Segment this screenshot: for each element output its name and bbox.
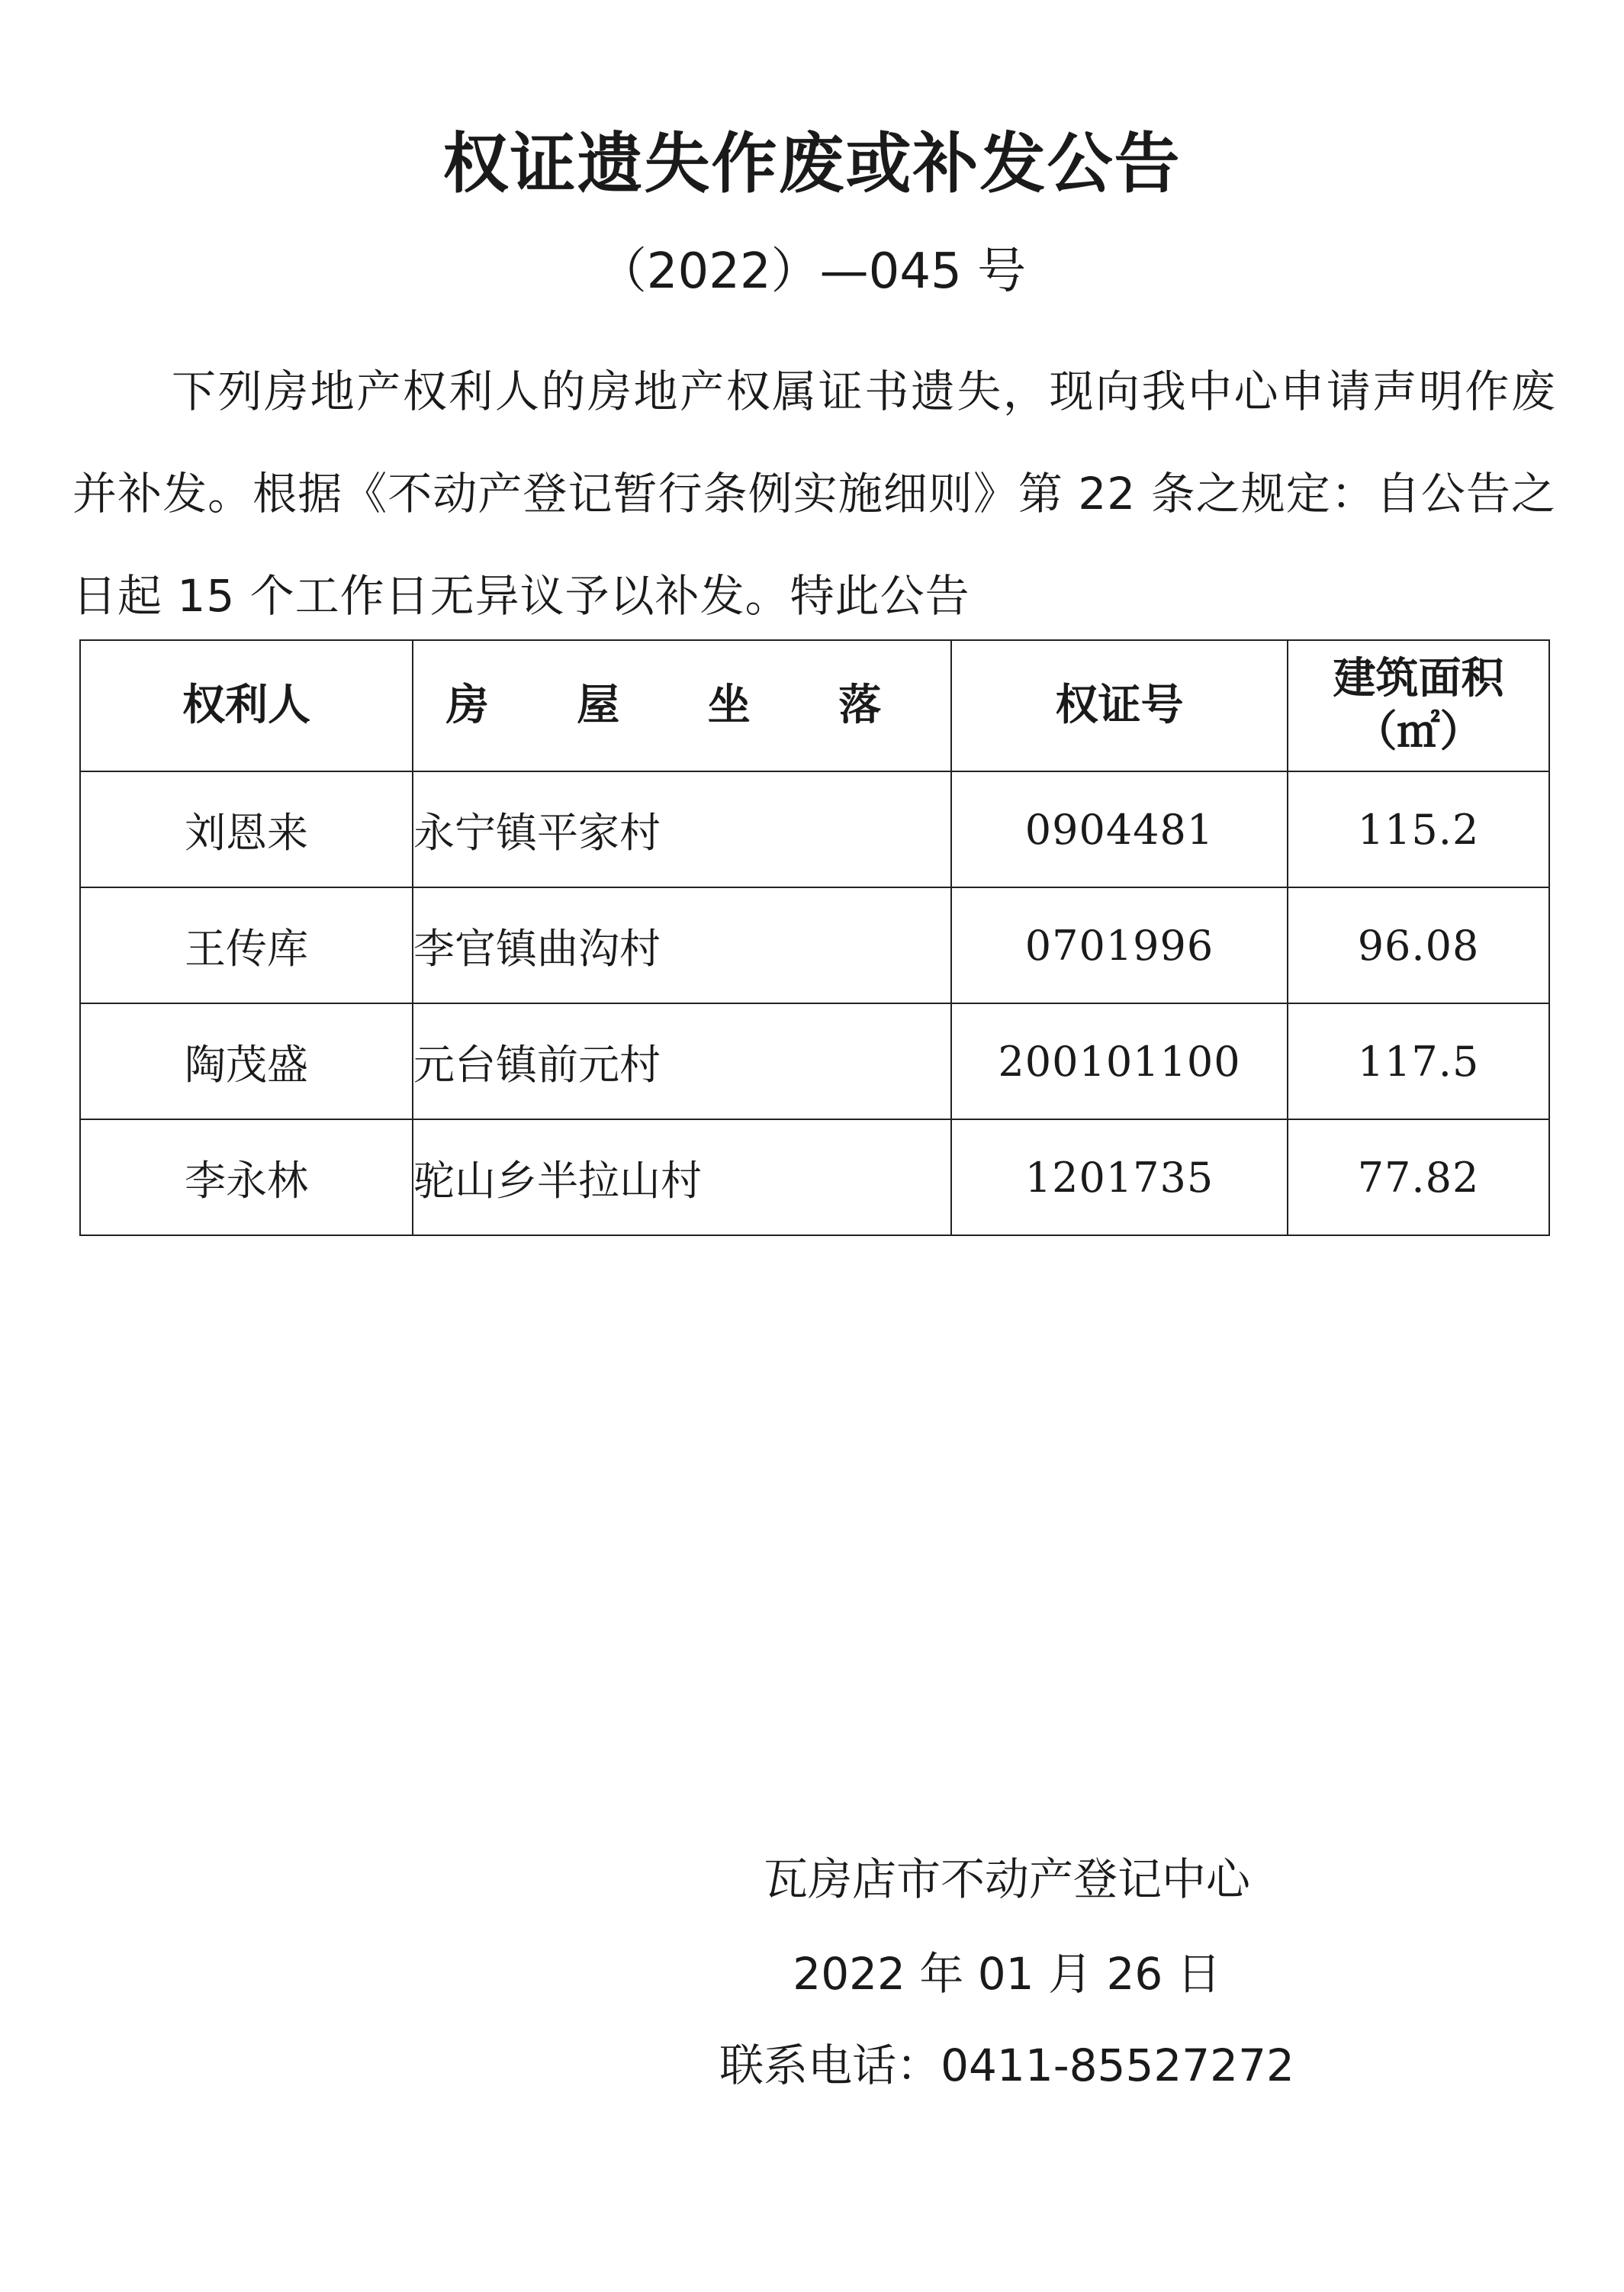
owner-cell: 李永林 bbox=[80, 1119, 413, 1235]
owner-cell: 陶茂盛 bbox=[80, 1003, 413, 1119]
cert-cell: 1201735 bbox=[951, 1119, 1288, 1235]
table-row bbox=[80, 1003, 1549, 1119]
cert-cell: 0701996 bbox=[951, 887, 1288, 1003]
cert-cell: 200101100 bbox=[951, 1003, 1288, 1119]
notice-title: 权证遗失作废或补发公告 bbox=[442, 126, 1182, 202]
header-location-label: 房 屋 坐 落 bbox=[445, 681, 918, 730]
issue-date: 2022 年 01 月 26 日 bbox=[793, 1948, 1221, 2000]
location-cell: 永宁镇平家村 bbox=[413, 771, 951, 887]
table-row bbox=[80, 771, 1549, 887]
area-cell: 96.08 bbox=[1288, 887, 1549, 1003]
header-cert: 权证号 bbox=[951, 640, 1288, 771]
owner-cell: 王传库 bbox=[80, 887, 413, 1003]
cert-cell: 0904481 bbox=[951, 771, 1288, 887]
area-cell: 77.82 bbox=[1288, 1119, 1549, 1235]
table-header-row bbox=[80, 640, 1549, 771]
table-row bbox=[80, 887, 1549, 1003]
header-owner: 权利人 bbox=[80, 640, 413, 771]
location-cell: 李官镇曲沟村 bbox=[413, 887, 951, 1003]
location-cell: 驼山乡半拉山村 bbox=[413, 1119, 951, 1235]
notice-number: （2022）—045 号 bbox=[597, 243, 1027, 300]
contact-phone: 联系电话：0411-85527272 bbox=[719, 2039, 1294, 2091]
issuer-name: 瓦房店市不动产登记中心 bbox=[763, 1853, 1250, 1905]
header-area-line1: 建筑面积 bbox=[1333, 654, 1504, 703]
owner-cell: 刘恩来 bbox=[80, 771, 413, 887]
area-cell: 115.2 bbox=[1288, 771, 1549, 887]
header-location bbox=[413, 640, 951, 771]
table-row bbox=[80, 1119, 1549, 1235]
records-table bbox=[79, 639, 1550, 1236]
notice-body: 下列房地产权利人的房地产权属证书遗失，现向我中心申请声明作废并补发。根据《不动产登记暂行条例实施细则》第 22 条之规定：自公告之日起 15 个工作日无异议予以补发。特此公告 bbox=[72, 365, 1556, 622]
area-cell: 117.5 bbox=[1288, 1003, 1549, 1119]
header-area bbox=[1288, 640, 1549, 771]
location-cell: 元台镇前元村 bbox=[413, 1003, 951, 1119]
header-area-line2: （㎡） bbox=[1354, 707, 1483, 757]
